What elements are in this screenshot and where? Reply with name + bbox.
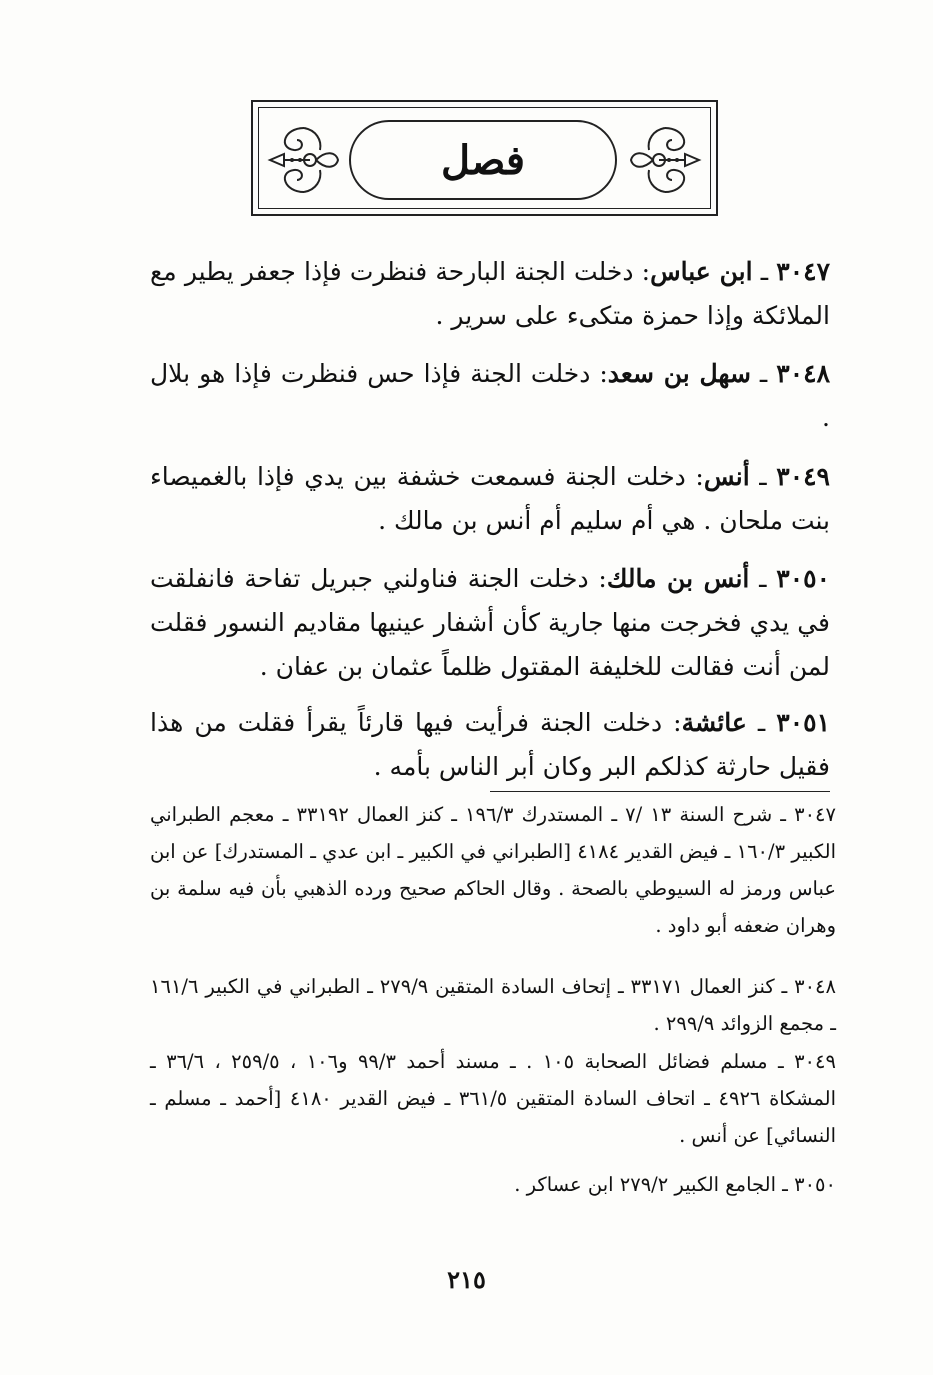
footnote: ٣٠٤٩ ـ مسلم فضائل الصحابة ١٠٥ . ـ مسند أحمد ٩٩/٣ و١٠٦ ، ٢٥٩/٥ ، ٣٦/٦ ـ المشكاة ٤٩٢٦ ـ اتحاف السادة المتقين ٣٦١/٥ ـ فيض القدير ٤١٨٠ [أحمد ـ مسلم ـ النسائي] عن أنس . [150, 1050, 837, 1147]
hadith-entry: ٣٠٥١ ـ عائشة: دخلت الجنة فرأيت فيها قارئاً يقرأ فقلت من هذا فقيل حارثة كذلكم البر وكان أبر الناس بأمه . [150, 708, 831, 781]
narrator-name: أنس بن مالك [606, 564, 750, 593]
header-oval-frame [349, 120, 617, 200]
entry-number: ٣٠٤٩ [776, 462, 830, 491]
footnote: ٣٠٤٧ ـ شرح السنة ١٣ /٧ ـ المستدرك ١٩٦/٣ ـ كنز العمال ٣٣١٩٢ ـ معجم الطبراني الكبير ١٦٠/٣ ـ فيض القدير ٤١٨٤ [الطبراني في الكبير ـ ابن عدي ـ المستدرك] عن ابن عباس ورمز له السيوطي بالصحة . وقال الحاكم صحيح ورده الذهبي بأن فيه سلمة بن وهران ضعفه أبو داود . [150, 803, 836, 937]
narrator-name: ابن عباس [650, 257, 753, 286]
header-inner-border [258, 107, 711, 209]
chapter-header [251, 100, 718, 216]
entry-text: دخلت الجنة فإذا حس فنظرت فإذا هو بلال . [150, 359, 830, 432]
page-number: ٢١٥ [447, 1265, 486, 1294]
narrator-name: عائشة [681, 708, 747, 737]
entry-text: دخلت الجنة فسمعت خشفة بين يدي فإذا بالغميصاء بنت ملحان . هي أم سليم أم أنس بن مالك . [150, 462, 830, 535]
ornament-left-icon [264, 120, 344, 200]
chapter-title: فصل [440, 136, 526, 184]
footnote: ٣٠٤٨ ـ كنز العمال ٣٣١٧١ ـ إتحاف السادة المتقين ٢٧٩/٩ ـ الطبراني في الكبير ١٦١/٦ ـ مجمع الزوائد ٢٩٩/٩ . [150, 975, 836, 1035]
entry-number: ٣٠٥٠ [776, 564, 831, 593]
narrator-name: أنس [703, 462, 750, 491]
entry-number: ٣٠٤٨ [776, 359, 830, 388]
entry-text: دخلت الجنة البارحة فنظرت فإذا جعفر يطير مع الملائكة وإذا حمزة متكىء على سرير . [150, 257, 830, 330]
entry-text: دخلت الجنة فناولني جبريل تفاحة فانفلقت في يدي فخرجت منها جارية كأن أشفار عينيها مقاديم النسور فقلت لمن أنت فقالت للخليفة المقتول ظلماً عثمان بن عفان . [150, 564, 830, 681]
narrator-name: سهل بن سعد [607, 359, 751, 388]
entry-number: ٣٠٥١ [776, 708, 831, 737]
footnote: ٣٠٥٠ ـ الجامع الكبير ٢٧٩/٢ ابن عساكر . [514, 1173, 836, 1196]
hadith-entry: ٣٠٤٩ ـ أنس: دخلت الجنة فسمعت خشفة بين يدي فإذا بالغميصاء بنت ملحان . هي أم سليم أم أنس بن مالك . [150, 462, 830, 535]
hadith-entry: ٣٠٤٧ ـ ابن عباس: دخلت الجنة البارحة فنظرت فإذا جعفر يطير مع الملائكة وإذا حمزة متكىء على سرير . [150, 257, 831, 330]
hadith-entry: ٣٠٥٠ ـ أنس بن مالك: دخلت الجنة فناولني جبريل تفاحة فانفلقت في يدي فخرجت منها جارية كأن أشفار عينيها مقاديم النسور فقلت لمن أنت فقالت للخليفة المقتول ظلماً عثمان بن عفان . [150, 564, 831, 681]
footnote-divider [490, 791, 830, 792]
entry-text: دخلت الجنة فرأيت فيها قارئاً يقرأ فقلت من هذا فقيل حارثة كذلكم البر وكان أبر الناس بأمه . [150, 708, 830, 781]
hadith-entry: ٣٠٤٨ ـ سهل بن سعد: دخلت الجنة فإذا حس فنظرت فإذا هو بلال . [150, 359, 830, 432]
entry-number: ٣٠٤٧ [776, 257, 831, 286]
ornament-right-icon [625, 120, 705, 200]
